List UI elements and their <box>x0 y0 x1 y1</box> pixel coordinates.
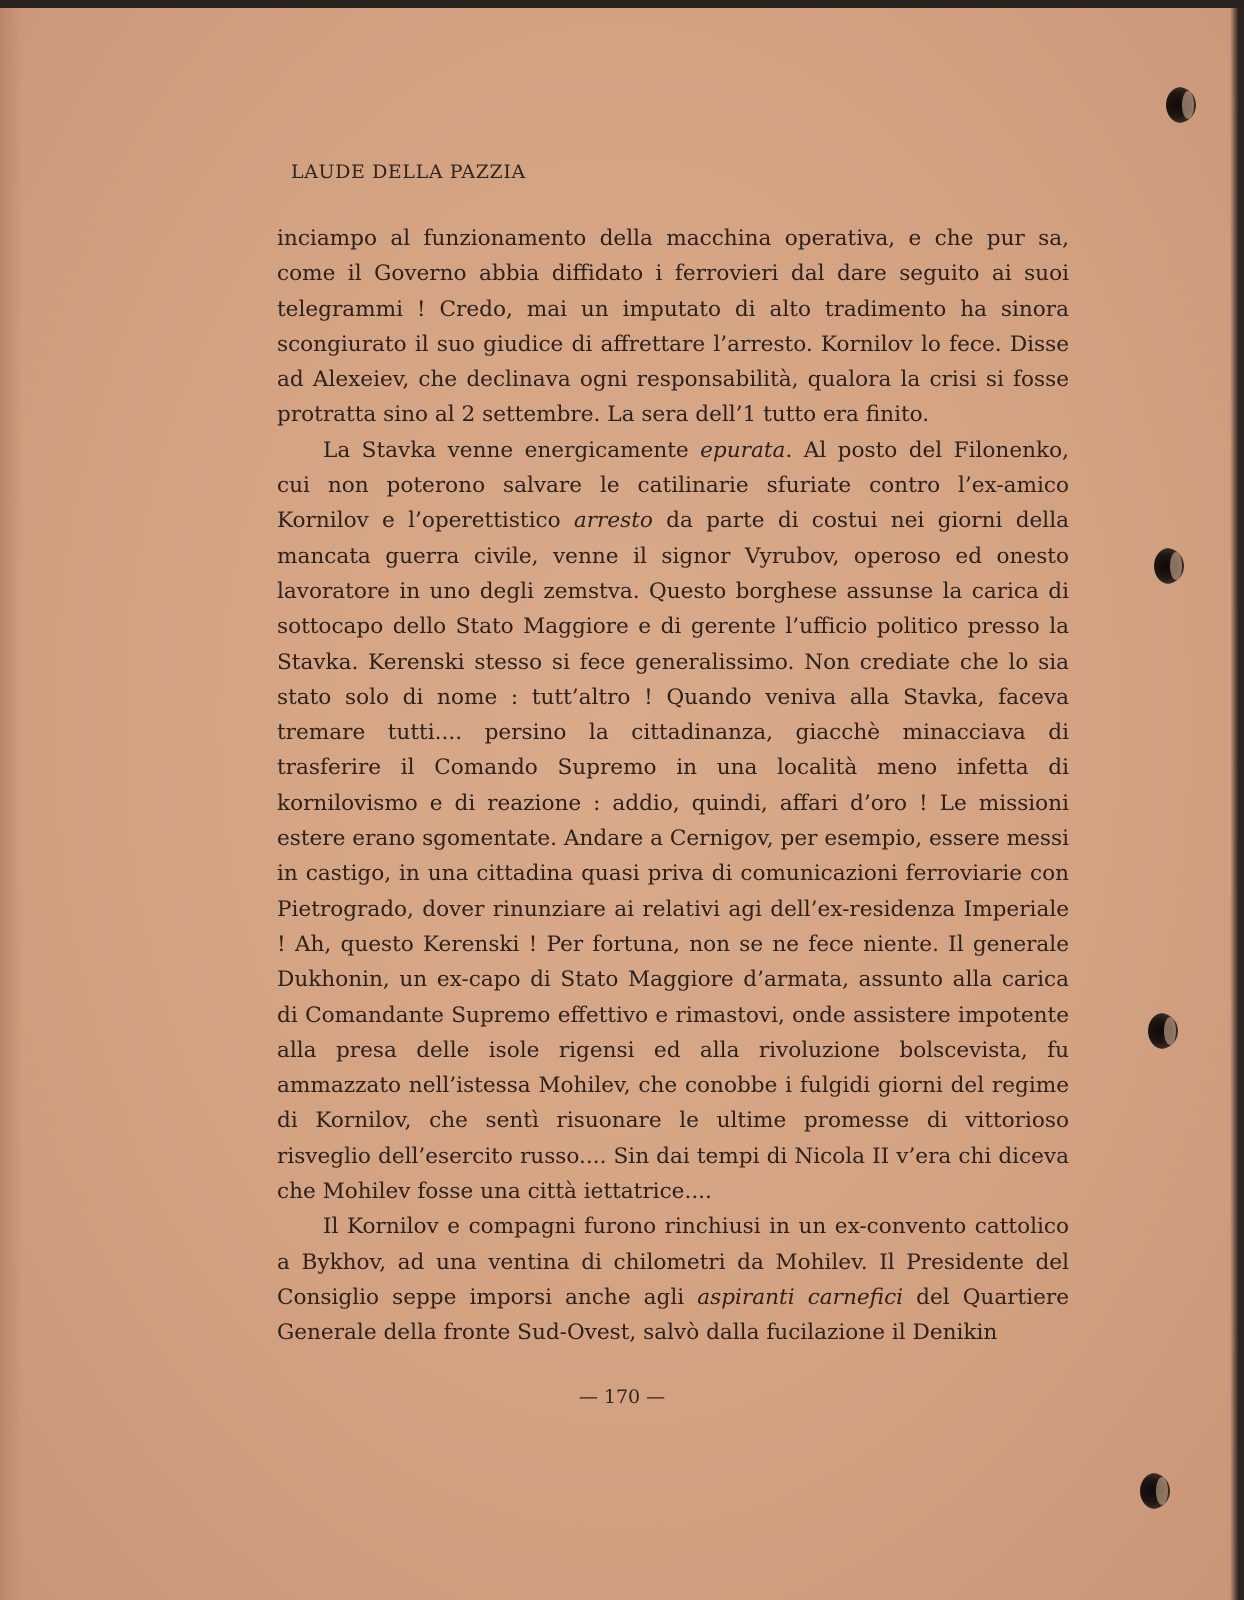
italic-text: aspiranti carnefici <box>697 1284 904 1310</box>
text-run: Il Kornilov e compagni furono rinchiusi in un ex-convento cattolico a Bykhov, ad una ventina di chilometri da Mohilev. Il Presidente del Consiglio seppe imporsi anche agli <box>277 1214 1069 1310</box>
text-run: La Stavka venne energicamente <box>323 437 701 463</box>
binder-hole <box>1154 548 1184 584</box>
page-number: — 170 — <box>578 1386 666 1408</box>
book-page <box>0 8 1244 1600</box>
text-run: . Al posto del Filonenko, cui non poterono salvare le catilinarie sfuriate contro l’ex-amico Kornilov e l’operettistico <box>277 437 1069 534</box>
paragraph <box>277 433 1069 1210</box>
running-head: LAUDE DELLA PAZZIA <box>291 161 526 183</box>
paragraph <box>277 221 1069 433</box>
paragraph <box>277 1209 1069 1350</box>
italic-text: epurata <box>700 437 786 463</box>
binder-hole <box>1148 1013 1178 1049</box>
italic-text: arresto <box>573 508 653 534</box>
text-run: del Quartiere Generale della fronte Sud-Ovest, salvò dalla fucilazione il Denikin <box>277 1284 1070 1346</box>
binder-hole <box>1166 87 1196 123</box>
text-run: inciampo al funzionamento della macchina operativa, e che pur sa, come il Governo abbia diffidato i ferrovieri dal dare seguito ai suoi telegrammi ! Credo, mai un imputato di alto tradimento ha sinora scongiurato il suo giudice di affrettare l’arresto. Kornilov lo fece. Disse ad Alexeiev, che declinava ogni responsabilità, qualora la crisi si fosse protratta sino al 2 settembre. La sera dell’1 tutto era finito. <box>277 226 1069 428</box>
text-run: da parte di costui nei giorni della mancata guerra civile, venne il signor Vyrubov, operoso ed onesto lavoratore in uno degli zemstva. Questo borghese assunse la carica di sottocapo dello Stato Maggiore e di gerente l’ufficio politico presso la Stavka. Kerenski stesso si fece generalissimo. Non crediate che lo sia stato solo di nome : tutt’altro ! Quando veniva alla Stavka, faceva tremare tutti.... persino la cittadinanza, giacchè minacciava di trasferire il Comando Supremo in una località meno infetta di kornilovismo e di reazione : addio, quindi, affari d’oro ! Le missioni estere erano sgomentate. Andare a Cernigov, per esempio, essere messi in castigo, in una cittadina quasi priva di comunicazioni ferroviarie con Pietrogrado, dover rinunziare ai relativi agi dell’ex-residenza Imperiale ! Ah, questo Kerenski ! Per fortuna, non se ne fece niente. Il generale Dukhonin, un ex-capo di Stato Maggiore d’armata, assunto alla carica di Comandante Supremo effettivo e rimastovi, onde assistere impotente alla presa delle isole rigensi ed alla rivoluzione bolscevista, fu ammazzato nell’istessa Mohilev, che conobbe i fulgidi giorni del regime di Kornilov, che sentì risuonare le ultime promesse di vittorioso risveglio dell’esercito russo.... Sin dai tempi di Nicola II v’era chi diceva che Mohilev fosse una città iettatrice.... <box>277 508 1069 1205</box>
binder-hole <box>1140 1473 1170 1509</box>
body-text <box>277 221 1069 1351</box>
